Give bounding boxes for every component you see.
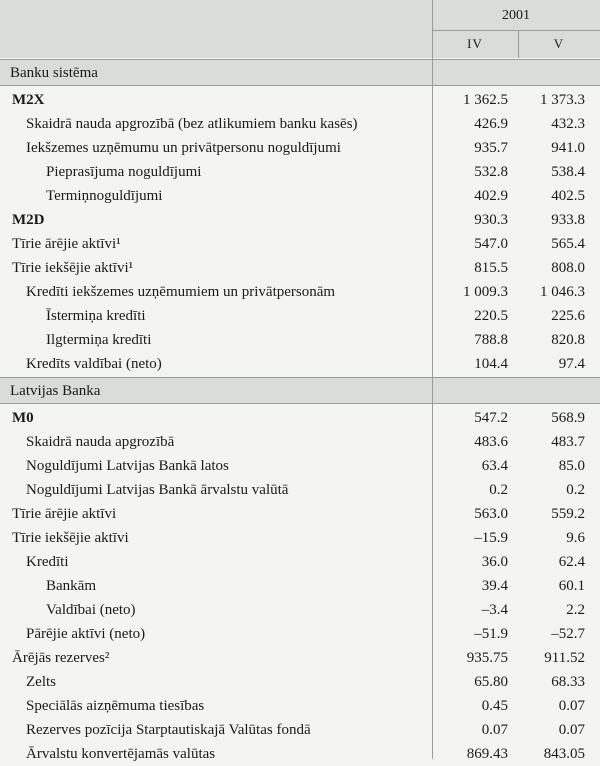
table-row — [0, 550, 600, 574]
value-iv: 36.0 — [481, 554, 508, 570]
table-row — [0, 256, 600, 280]
row-label: M2X — [12, 92, 45, 108]
value-v: 483.7 — [551, 434, 585, 450]
table-row — [0, 478, 600, 502]
table-row — [0, 742, 600, 766]
row-label: Noguldījumi Latvijas Bankā latos — [26, 458, 229, 474]
value-iv: 63.4 — [481, 458, 508, 474]
value-iv: 39.4 — [481, 578, 508, 594]
section-header — [0, 377, 600, 404]
value-iv: 220.5 — [474, 308, 508, 324]
table-row — [0, 526, 600, 550]
row-label: Tīrie ārējie aktīvi¹ — [12, 236, 121, 252]
row-label: Bankām — [46, 578, 96, 594]
row-label: Kredīts valdībai (neto) — [26, 356, 162, 372]
row-label: Pārējie aktīvi (neto) — [26, 626, 146, 642]
row-divider — [0, 403, 600, 404]
value-iv: 547.2 — [474, 410, 508, 426]
value-v: 559.2 — [551, 506, 585, 522]
table-row — [0, 694, 600, 718]
value-v: 60.1 — [558, 578, 585, 594]
value-iv: 1 009.3 — [463, 284, 508, 300]
value-v: 85.0 — [558, 458, 585, 474]
table-row — [0, 136, 600, 160]
row-label: Noguldījumi Latvijas Bankā ārvalstu valūtā — [26, 482, 289, 498]
row-label: Valdībai (neto) — [46, 602, 136, 618]
value-iv: 0.45 — [481, 698, 508, 714]
year-header: 2001 — [502, 8, 530, 23]
row-label: Ārējās rezerves² — [12, 650, 110, 666]
value-v: –52.7 — [551, 626, 585, 642]
value-v: 565.4 — [551, 236, 585, 252]
section-title: Banku sistēma — [10, 65, 98, 81]
value-iv: 815.5 — [474, 260, 508, 276]
value-v: 808.0 — [551, 260, 585, 276]
value-iv: 65.80 — [474, 674, 508, 690]
value-iv: –51.9 — [474, 626, 508, 642]
value-v: 402.5 — [551, 188, 585, 204]
row-label: Iekšzemes uzņēmumu un privātpersonu noguldījumi — [26, 140, 341, 156]
value-v: 933.8 — [551, 212, 585, 228]
row-label: Kredīti iekšzemes uzņēmumiem un privātpersonām — [26, 284, 336, 300]
value-v: 0.07 — [558, 698, 585, 714]
value-iv: –3.4 — [481, 602, 508, 618]
section-title: Latvijas Banka — [10, 383, 101, 399]
value-v: 68.33 — [551, 674, 585, 690]
value-v: 2.2 — [566, 602, 585, 618]
table-row — [0, 454, 600, 478]
value-v: 820.8 — [551, 332, 585, 348]
table-row — [0, 232, 600, 256]
table-row — [0, 430, 600, 454]
value-v: 568.9 — [551, 410, 585, 426]
row-label: Īstermiņa kredīti — [46, 308, 146, 324]
value-iv: 426.9 — [474, 116, 508, 132]
value-v: 0.2 — [566, 482, 585, 498]
table-row — [0, 184, 600, 208]
value-iv: 788.8 — [474, 332, 508, 348]
row-label: Ilgtermiņa kredīti — [46, 332, 152, 348]
column-header-v: V — [553, 36, 565, 51]
value-iv: 483.6 — [474, 434, 508, 450]
row-label: M0 — [12, 410, 34, 426]
row-divider — [0, 85, 600, 86]
column-header-iv: IV — [467, 36, 483, 51]
value-iv: 547.0 — [474, 236, 508, 252]
value-v: 225.6 — [551, 308, 585, 324]
row-label: Tīrie iekšējie aktīvi¹ — [12, 260, 134, 276]
value-iv: 935.7 — [474, 140, 508, 156]
section-header — [0, 59, 600, 86]
value-v: 97.4 — [558, 356, 585, 372]
value-v: 843.05 — [543, 746, 585, 762]
value-v: 538.4 — [551, 164, 585, 180]
column-divider — [432, 0, 433, 759]
value-iv: 935.75 — [466, 650, 508, 666]
row-label: Tīrie ārējie aktīvi — [12, 506, 117, 522]
table-row — [0, 328, 600, 352]
value-iv: 402.9 — [474, 188, 508, 204]
value-iv: 104.4 — [474, 356, 508, 372]
value-v: 432.3 — [551, 116, 585, 132]
table-row — [0, 112, 600, 136]
value-v: 911.52 — [544, 650, 585, 666]
value-iv: 869.43 — [466, 746, 508, 762]
row-label: Rezerves pozīcija Starptautiskajā Valūtas fondā — [26, 722, 311, 738]
value-iv: 1 362.5 — [463, 92, 508, 108]
year-divider — [432, 30, 600, 31]
row-label: Ārvalstu konvertējamās valūtas — [26, 746, 216, 762]
row-label: Kredīti — [26, 554, 69, 570]
row-label: Speciālās aizņēmuma tiesības — [26, 698, 205, 714]
table-row — [0, 670, 600, 694]
table-row — [0, 280, 600, 304]
column-divider — [518, 30, 519, 58]
value-iv: 930.3 — [474, 212, 508, 228]
value-iv: –15.9 — [474, 530, 508, 546]
row-label: M2D — [12, 212, 45, 228]
value-v: 0.07 — [558, 722, 585, 738]
table-row — [0, 304, 600, 328]
value-iv: 532.8 — [474, 164, 508, 180]
value-v: 1 046.3 — [540, 284, 585, 300]
value-iv: 0.2 — [489, 482, 508, 498]
row-label: Skaidrā nauda apgrozībā (bez atlikumiem banku kasēs) — [26, 116, 358, 132]
table-row — [0, 352, 600, 376]
row-label: Pieprasījuma noguldījumi — [46, 164, 202, 180]
table-row — [0, 574, 600, 598]
table-row — [0, 598, 600, 622]
value-v: 9.6 — [566, 530, 585, 546]
table-row — [0, 646, 600, 670]
table-header — [0, 0, 600, 58]
table-row — [0, 208, 600, 232]
table-row — [0, 88, 600, 112]
row-label: Termiņnoguldījumi — [46, 188, 163, 204]
table-row — [0, 718, 600, 742]
table-row — [0, 160, 600, 184]
value-iv: 0.07 — [481, 722, 508, 738]
value-iv: 563.0 — [474, 506, 508, 522]
row-label: Tīrie iekšējie aktīvi — [12, 530, 129, 546]
table-row — [0, 502, 600, 526]
value-v: 62.4 — [558, 554, 585, 570]
table-row — [0, 406, 600, 430]
row-label: Skaidrā nauda apgrozībā — [26, 434, 175, 450]
value-v: 941.0 — [551, 140, 585, 156]
table-row — [0, 622, 600, 646]
row-label: Zelts — [26, 674, 56, 690]
value-v: 1 373.3 — [540, 92, 585, 108]
